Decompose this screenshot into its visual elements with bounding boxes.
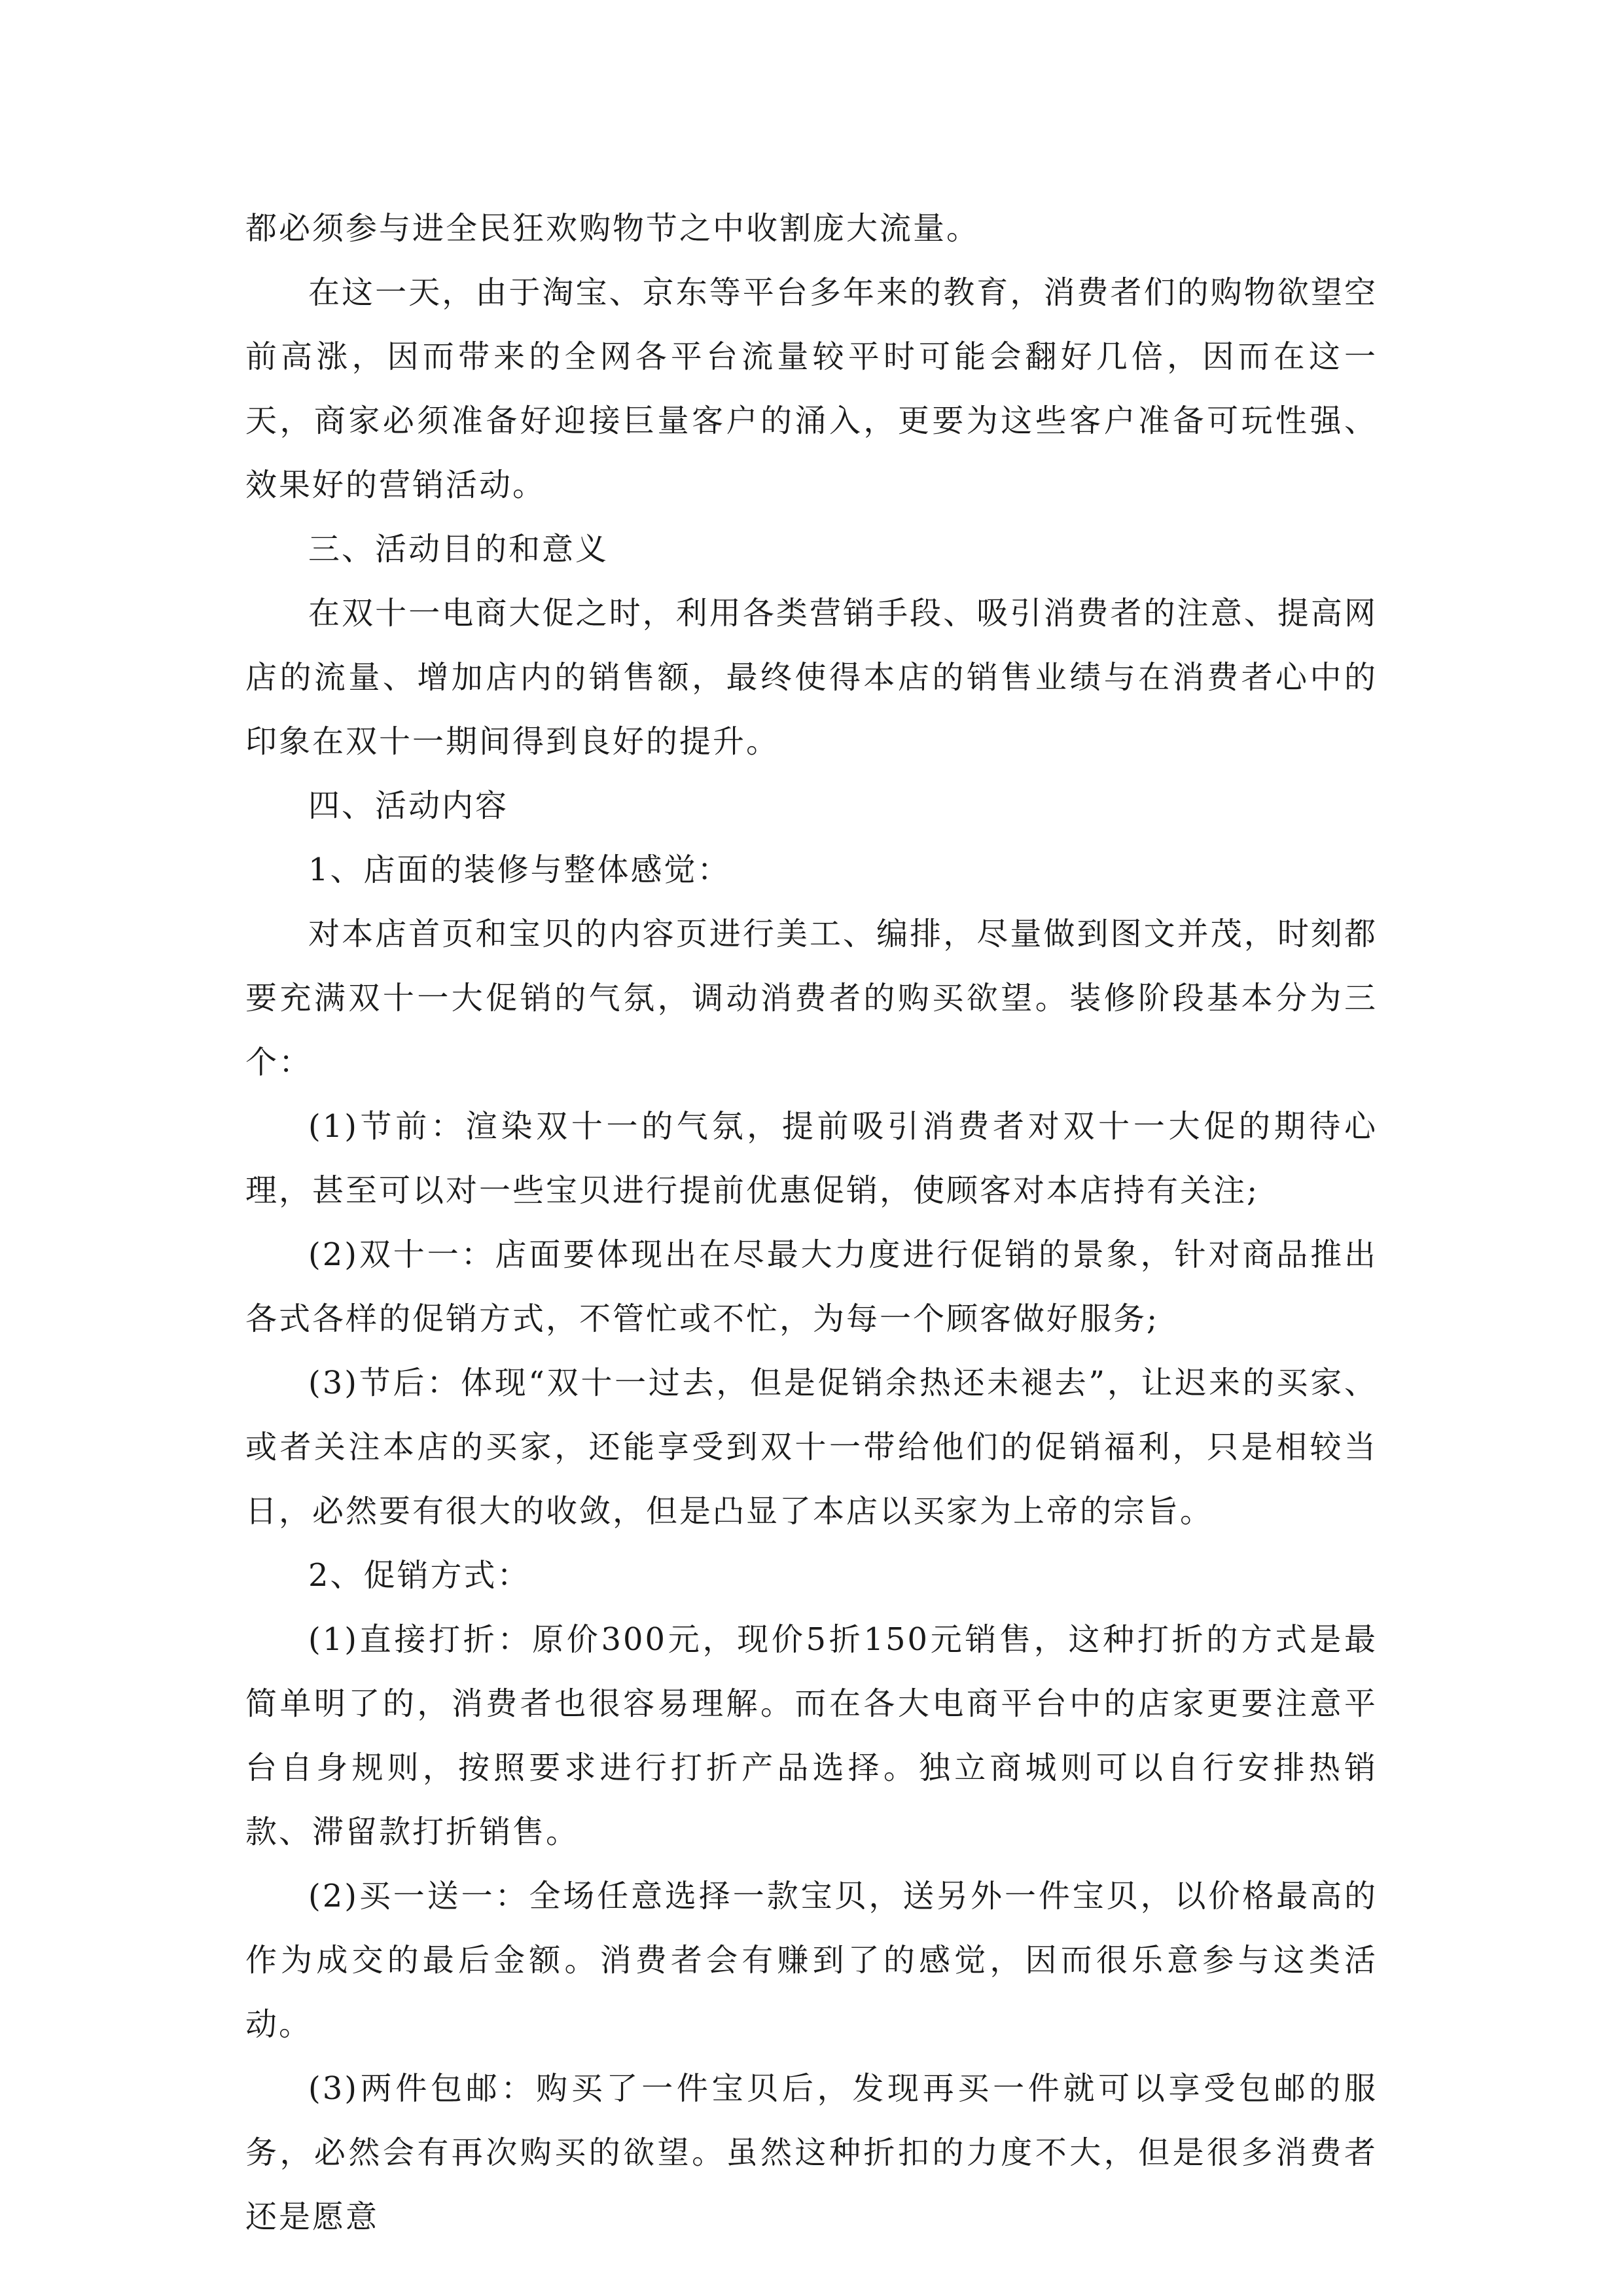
subsection-heading: 1、店面的装修与整体感觉： <box>308 852 731 888</box>
paragraph: 在这一天，由于淘宝、京东等平台多年来的教育，消费者们的购物欲望空前高涨，因而带来的全网各平台流量较平时可能会翻好几倍，因而在这一天，商家必须准备好迎接巨量客户的涌入，更要为这些客户准备可玩性强、效果好的营销活动。 <box>245 274 1378 503</box>
list-item: (1)节前：渲染双十一的气氛，提前吸引消费者对双十一大促的期待心理，甚至可以对一些宝贝进行提前优惠促销，使顾客对本店持有关注; <box>245 1108 1378 1209</box>
paragraph: 在双十一电商大促之时，利用各类营销手段、吸引消费者的注意、提高网店的流量、增加店内的销售额，最终使得本店的销售业绩与在消费者心中的印象在双十一期间得到良好的提升。 <box>245 595 1378 760</box>
subsection-heading: 2、促销方式： <box>308 1557 531 1594</box>
list-item: (2)双十一：店面要体现出在尽最大力度进行促销的景象，针对商品推出各式各样的促销方式，不管忙或不忙，为每一个顾客做好服务; <box>245 1236 1378 1337</box>
section-heading: 四、活动内容 <box>308 787 509 824</box>
list-item: (3)节后：体现“双十一过去，但是促销余热还未褪去”，让迟来的买家、或者关注本店的买家，还能享受到双十一带给他们的促销福利，只是相较当日，必然要有很大的收敛，但是凸显了本店以买家为上帝的宗旨。 <box>245 1365 1378 1530</box>
list-item: (3)两件包邮：购买了一件宝贝后，发现再买一件就可以享受包邮的服务，必然会有再次购买的欲望。虽然这种折扣的力度不大，但是很多消费者还是愿意 <box>245 2070 1378 2235</box>
document-body <box>245 196 1378 2249</box>
list-item: (1)直接打折：原价300元，现价5折150元销售，这种打折的方式是最简单明了的，消费者也很容易理解。而在各大电商平台中的店家更要注意平台自身规则，按照要求进行打折产品选择。独立商城则可以自行安排热销款、滞留款打折销售。 <box>245 1621 1378 1850</box>
paragraph: 对本店首页和宝贝的内容页进行美工、编排，尽量做到图文并茂，时刻都要充满双十一大促销的气氛，调动消费者的购买欲望。装修阶段基本分为三个： <box>245 916 1378 1081</box>
list-item: (2)买一送一：全场任意选择一款宝贝，送另外一件宝贝，以价格最高的作为成交的最后金额。消费者会有赚到了的感觉，因而很乐意参与这类活动。 <box>245 1878 1378 2043</box>
section-heading: 三、活动目的和意义 <box>308 531 609 567</box>
paragraph: 都必须参与进全民狂欢购物节之中收割庞大流量。 <box>245 210 980 247</box>
